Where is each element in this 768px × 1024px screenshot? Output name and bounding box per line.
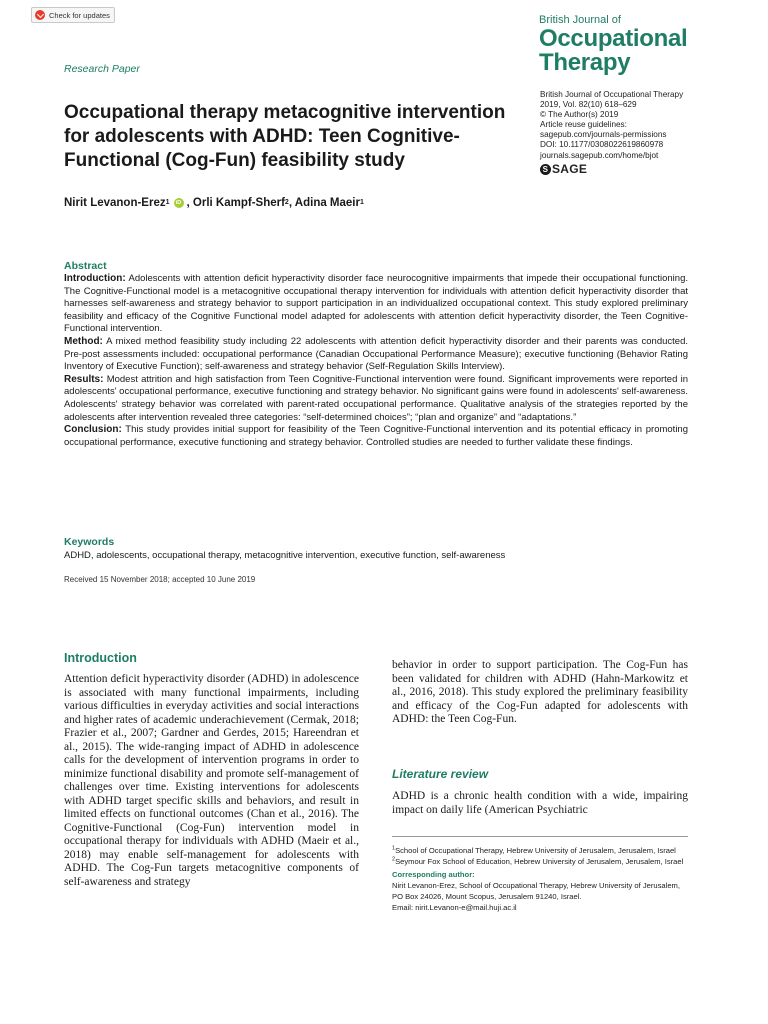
abstract-conclusion [64,424,688,449]
sage-logo-icon: S [540,164,551,175]
article-metadata [540,90,740,175]
footnote-text: Seymour Fox School of Education, Hebrew University of Jerusalem, Jerusalem, Israel [395,857,684,866]
abstract-method [64,336,688,374]
journal-name-small: British Journal of [539,14,621,26]
corresponding-author-address: Nirit Levanon-Erez, School of Occupational Therapy, Hebrew University of Jerusalem, PO Box 24026, Mount Scopus, Jerusalem 91240, Israel. [392,881,680,901]
abstract-heading: Abstract [64,260,107,272]
footnote-text: School of Occupational Therapy, Hebrew University of Jerusalem, Jerusalem, Israel [395,846,676,855]
introduction-body: Attention deficit hyperactivity disorder (ADHD) in adolescence is associated with many functional impairments, including various difficulties in everyday activities and social interactions and higher rates of academic underachievement (Cermak, 2018; Frazier et al., 2007; Gardner and Gerdes, 2015; Hareendran et al., 2015). The wide-ranging impact of ADHD in adolescence calls for the development of intervention programs in order to minimize functional disability and promote self-management of challenges over time. Existing interventions for adolescents with ADHD target specific skills and behaviors, and result in limited effects on functional outcomes (Chan et al., 2016). The Cognitive-Functional (Cog-Fun) intervention model in occupational therapy for individuals with ADHD (Maeir et al., 2018) may enable self-management for adolescents with ADHD. The Cog-Fun targets metacognitive components of self-awareness and strategy [64,673,359,888]
footnotes [392,845,692,913]
footnote-divider [392,836,688,837]
corresponding-author-email[interactable]: Email: nirit.Levanon-e@mail.huji.ac.il [392,903,517,912]
footnote-affiliation-1 [392,845,692,856]
author-3: , Adina Maeir [288,197,360,209]
abstract-text: This study provides initial support for feasibility of the Teen Cognitive-Functional intervention and its potential efficacy in promoting occupational performance, executive functioning and strategy behavior. Controlled studies are needed to further validate these findings. [64,424,688,448]
meta-permissions-link[interactable]: sagepub.com/journals-permissions [540,130,667,140]
abstract-label: Results: [64,373,104,385]
paper-type: Research Paper [64,63,140,75]
abstract [64,260,688,449]
abstract-label: Method: [64,335,103,347]
article-title: Occupational therapy metacognitive intervention for adolescents with ADHD: Teen Cognitive-Functional (Cog-Fun) feasibility study [64,102,506,171]
journal-logo [539,14,739,75]
meta-journal-home-link[interactable]: journals.sagepub.com/home/bjot [540,150,659,160]
abstract-text: A mixed method feasibility study including 22 adolescents with attention deficit hyperactivity disorder and their parents was conducted. Pre-post assessments included: occupational performance (Canadian Occupational Performance Measure); executive functioning (Behavior Rating Inventory of Executive Function); self-awareness and strategy behavior (Self-Regulation Skills Interview). [64,335,688,373]
introduction-heading: Introduction [64,651,137,665]
footnote-affiliation-2 [392,856,692,867]
footnote-marker: 1 [392,845,396,852]
author-2: , Orli Kampf-Sherf [186,197,285,209]
check-for-updates-label: Check for updates [49,10,110,20]
meta-copyright: © The Author(s) 2019 [540,110,619,120]
check-for-updates-badge[interactable] [31,7,115,23]
journal-name-line-1: Occupational [539,25,688,52]
keywords-heading: Keywords [64,536,115,548]
meta-journal: British Journal of Occupational Therapy [540,90,684,99]
meta-doi-link[interactable]: DOI: 10.1177/0308022619860978 [540,140,664,150]
journal-name-line-2: Therapy [539,49,631,76]
received-dates: Received 15 November 2018; accepted 10 June 2019 [64,575,256,584]
abstract-introduction [64,273,688,336]
literature-review-body: ADHD is a chronic health condition with a wide, impairing impact on daily life (American Psychiatric [392,790,688,816]
corresponding-author-label: Corresponding author: [392,870,475,879]
abstract-label: Conclusion: [64,424,122,436]
abstract-label: Introduction: [64,273,126,284]
footnote-marker: 2 [392,856,396,863]
publisher-name: SAGE [552,162,588,177]
abstract-results [64,374,688,424]
orcid-icon[interactable]: iD [174,198,184,208]
meta-reuse-label: Article reuse guidelines: [540,120,627,130]
introduction-body-continued: behavior in order to support participation. The Cog-Fun has been validated for children with ADHD (Hahn-Markowitz et al., 2016, 2018). This study explored the preliminary feasibility and efficacy of the Cog-Fun adapted for adolescents with ADHD: the Teen Cog-Fun. [392,659,688,725]
author-list: Nirit Levanon-Erez 1 iD , Orli Kampf-Sherf 2 , Adina Maeir 1 [64,197,364,209]
abstract-text: Adolescents with attention deficit hyperactivity disorder face neurocognitive impairments that impede their occupational functioning. The Cognitive-Functional model is a metacognitive occupational therapy intervention for individuals with attention deficit hyperactivity disorder that harnesses self-awareness and strategy behavior to support participation in an individualized occupational context. This study explored preliminary feasibility and efficacy of the Cognitive Functional model adapted for adolescents with attention deficit hyperactivity disorder, the Teen Cognitive-Functional intervention. [64,273,688,335]
keywords-list: ADHD, adolescents, occupational therapy, metacognitive intervention, executive function, self-awareness [64,550,506,561]
abstract-text: Modest attrition and high satisfaction from Teen Cognitive-Functional intervention were found. Significant improvements were reported in adolescents' occupational performance, executive functioning and strategy behavior. No significant gains were found in adolescents' self-awareness. Adolescents' strategy behavior was correlated with parent-rated occupational performance. Qualitative analysis of the strategies reported by the adolescents after intervention revealed three categories: “self-determined choices”; “plan and organize” and “adaptations.” [64,373,688,423]
publisher-logo [540,164,740,175]
literature-review-heading: Literature review [392,767,489,781]
check-updates-icon [35,10,45,20]
meta-volume: 2019, Vol. 82(10) 618–629 [540,100,637,110]
author-1: Nirit Levanon-Erez [64,197,166,209]
